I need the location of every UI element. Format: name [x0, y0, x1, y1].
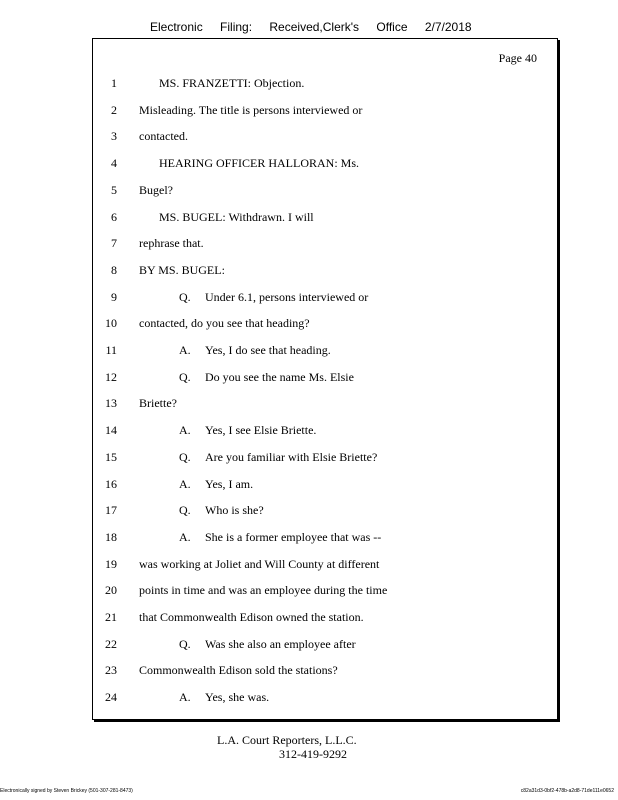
- transcript-line: [93, 449, 557, 465]
- line-content: Misleading. The title is persons interviewed or: [139, 102, 363, 117]
- line-number: 5: [111, 182, 117, 197]
- line-number: 8: [111, 262, 117, 277]
- line-number: 18: [105, 529, 117, 544]
- document-hash: c82a31d3-0bf2-478b-a2d8-71de111e0652: [520, 788, 614, 794]
- line-number: 16: [105, 476, 117, 491]
- transcript-line: [93, 102, 557, 118]
- line-content: MS. FRANZETTI: Objection.: [159, 76, 305, 90]
- transcript-line: [93, 235, 557, 251]
- filing-header-date: 2/7/2018: [424, 20, 472, 34]
- line-content: Was she also an employee after: [205, 636, 356, 651]
- filing-header-word: Received,Clerk's: [269, 20, 360, 34]
- line-number: 3: [111, 129, 117, 144]
- line-number: 13: [105, 396, 117, 411]
- qa-marker: A.: [179, 343, 191, 357]
- line-text: [139, 182, 173, 198]
- line-text: [139, 102, 362, 118]
- court-reporter-phone: 312-419-9292: [279, 747, 347, 761]
- line-number: 2: [111, 102, 117, 117]
- line-text: [179, 689, 269, 705]
- line-content: Are you familiar with Elsie Briette?: [205, 449, 378, 464]
- qa-marker: Q.: [179, 636, 191, 651]
- transcript-line: [93, 662, 557, 678]
- line-text: [139, 609, 364, 625]
- electronic-signature: Electronically signed by Steven Brickey (501-307-281-8473): [0, 788, 133, 794]
- transcript-line: [93, 556, 557, 572]
- transcript-line: [93, 395, 557, 411]
- line-text: [179, 369, 354, 385]
- line-text: [179, 342, 331, 358]
- transcript-line: [93, 262, 557, 278]
- transcript-line: [93, 529, 557, 545]
- transcript-line: [93, 422, 557, 438]
- line-content: points in time and was an employee during the time: [139, 583, 388, 598]
- transcript-page: [92, 38, 558, 720]
- line-number: 4: [111, 156, 117, 171]
- qa-marker: A.: [179, 690, 191, 705]
- filing-header: [150, 20, 486, 34]
- line-text: [159, 75, 304, 91]
- line-content: Yes, I do see that heading.: [205, 343, 331, 357]
- line-content: Yes, I see Elsie Briette.: [205, 423, 317, 438]
- line-text: [179, 449, 377, 465]
- transcript-line: [93, 609, 557, 625]
- filing-header-word: Electronic: [150, 20, 203, 34]
- line-text: [139, 315, 310, 331]
- line-content: She is a former employee that was --: [205, 529, 382, 544]
- line-number: 17: [105, 503, 117, 518]
- line-number: 15: [105, 449, 117, 464]
- court-reporter-name: L.A. Court Reporters, L.L.C.: [217, 733, 357, 747]
- filing-header-word: Filing:: [220, 20, 253, 34]
- line-content: HEARING OFFICER HALLORAN: Ms.: [159, 156, 360, 171]
- line-content: Yes, she was.: [205, 690, 270, 705]
- transcript-line: [93, 502, 557, 518]
- line-number: 7: [111, 236, 117, 251]
- line-content: MS. BUGEL: Withdrawn. I will: [159, 209, 314, 224]
- line-content: that Commonwealth Edison owned the station.: [139, 610, 364, 624]
- transcript-line: [93, 476, 557, 492]
- line-number: 9: [111, 289, 117, 304]
- line-text: [139, 262, 225, 278]
- line-number: 10: [105, 316, 117, 331]
- line-content: rephrase that.: [139, 236, 204, 251]
- line-content: contacted.: [139, 129, 188, 144]
- transcript-line: [93, 155, 557, 171]
- transcript-line: [93, 128, 557, 144]
- line-content: Under 6.1, persons interviewed or: [205, 289, 369, 304]
- line-text: [139, 128, 188, 144]
- transcript-line: [93, 369, 557, 385]
- line-number: 22: [105, 636, 117, 651]
- line-number: 20: [105, 583, 117, 598]
- line-number: 11: [105, 343, 117, 357]
- qa-marker: A.: [179, 423, 191, 438]
- transcript-line: [93, 209, 557, 225]
- line-text: [159, 155, 359, 171]
- line-text: [139, 582, 387, 598]
- filing-header-word: Office: [376, 20, 408, 34]
- qa-marker: Q.: [179, 449, 191, 464]
- line-text: [139, 395, 177, 411]
- line-text: [139, 662, 338, 678]
- line-text: [139, 235, 204, 251]
- qa-marker: Q.: [179, 369, 191, 384]
- line-number: 1: [111, 76, 117, 90]
- line-number: 24: [105, 690, 117, 705]
- line-text: [159, 209, 314, 225]
- line-content: Do you see the name Ms. Elsie: [205, 369, 354, 384]
- line-text: [139, 556, 379, 572]
- line-number: 21: [105, 610, 117, 624]
- line-text: [179, 502, 264, 518]
- transcript-line: [93, 689, 557, 705]
- page-number: Page 40: [498, 51, 537, 65]
- line-text: [179, 529, 381, 545]
- line-text: [179, 636, 356, 652]
- line-text: [179, 422, 316, 438]
- line-content: contacted, do you see that heading?: [139, 316, 310, 331]
- qa-marker: A.: [179, 476, 191, 491]
- line-text: [179, 289, 368, 305]
- line-content: Who is she?: [205, 503, 264, 518]
- line-content: BY MS. BUGEL:: [139, 262, 225, 277]
- line-number: 12: [105, 369, 117, 384]
- line-number: 6: [111, 209, 117, 224]
- transcript-line: [93, 315, 557, 331]
- line-content: Commonwealth Edison sold the stations?: [139, 663, 338, 678]
- qa-marker: Q.: [179, 503, 191, 518]
- line-content: Briette?: [139, 396, 177, 411]
- line-content: Bugel?: [139, 182, 173, 197]
- line-number: 14: [105, 423, 117, 438]
- line-number: 19: [105, 556, 117, 571]
- transcript-line: [93, 289, 557, 305]
- line-content: Yes, I am.: [205, 476, 254, 491]
- qa-marker: A.: [179, 529, 191, 544]
- qa-marker: Q.: [179, 289, 191, 304]
- transcript-line: [93, 342, 557, 358]
- line-number: 23: [105, 663, 117, 678]
- transcript-line: [93, 75, 557, 91]
- line-content: was working at Joliet and Will County at different: [139, 556, 380, 571]
- transcript-line: [93, 582, 557, 598]
- transcript-line: [93, 182, 557, 198]
- transcript-line: [93, 636, 557, 652]
- line-text: [179, 476, 253, 492]
